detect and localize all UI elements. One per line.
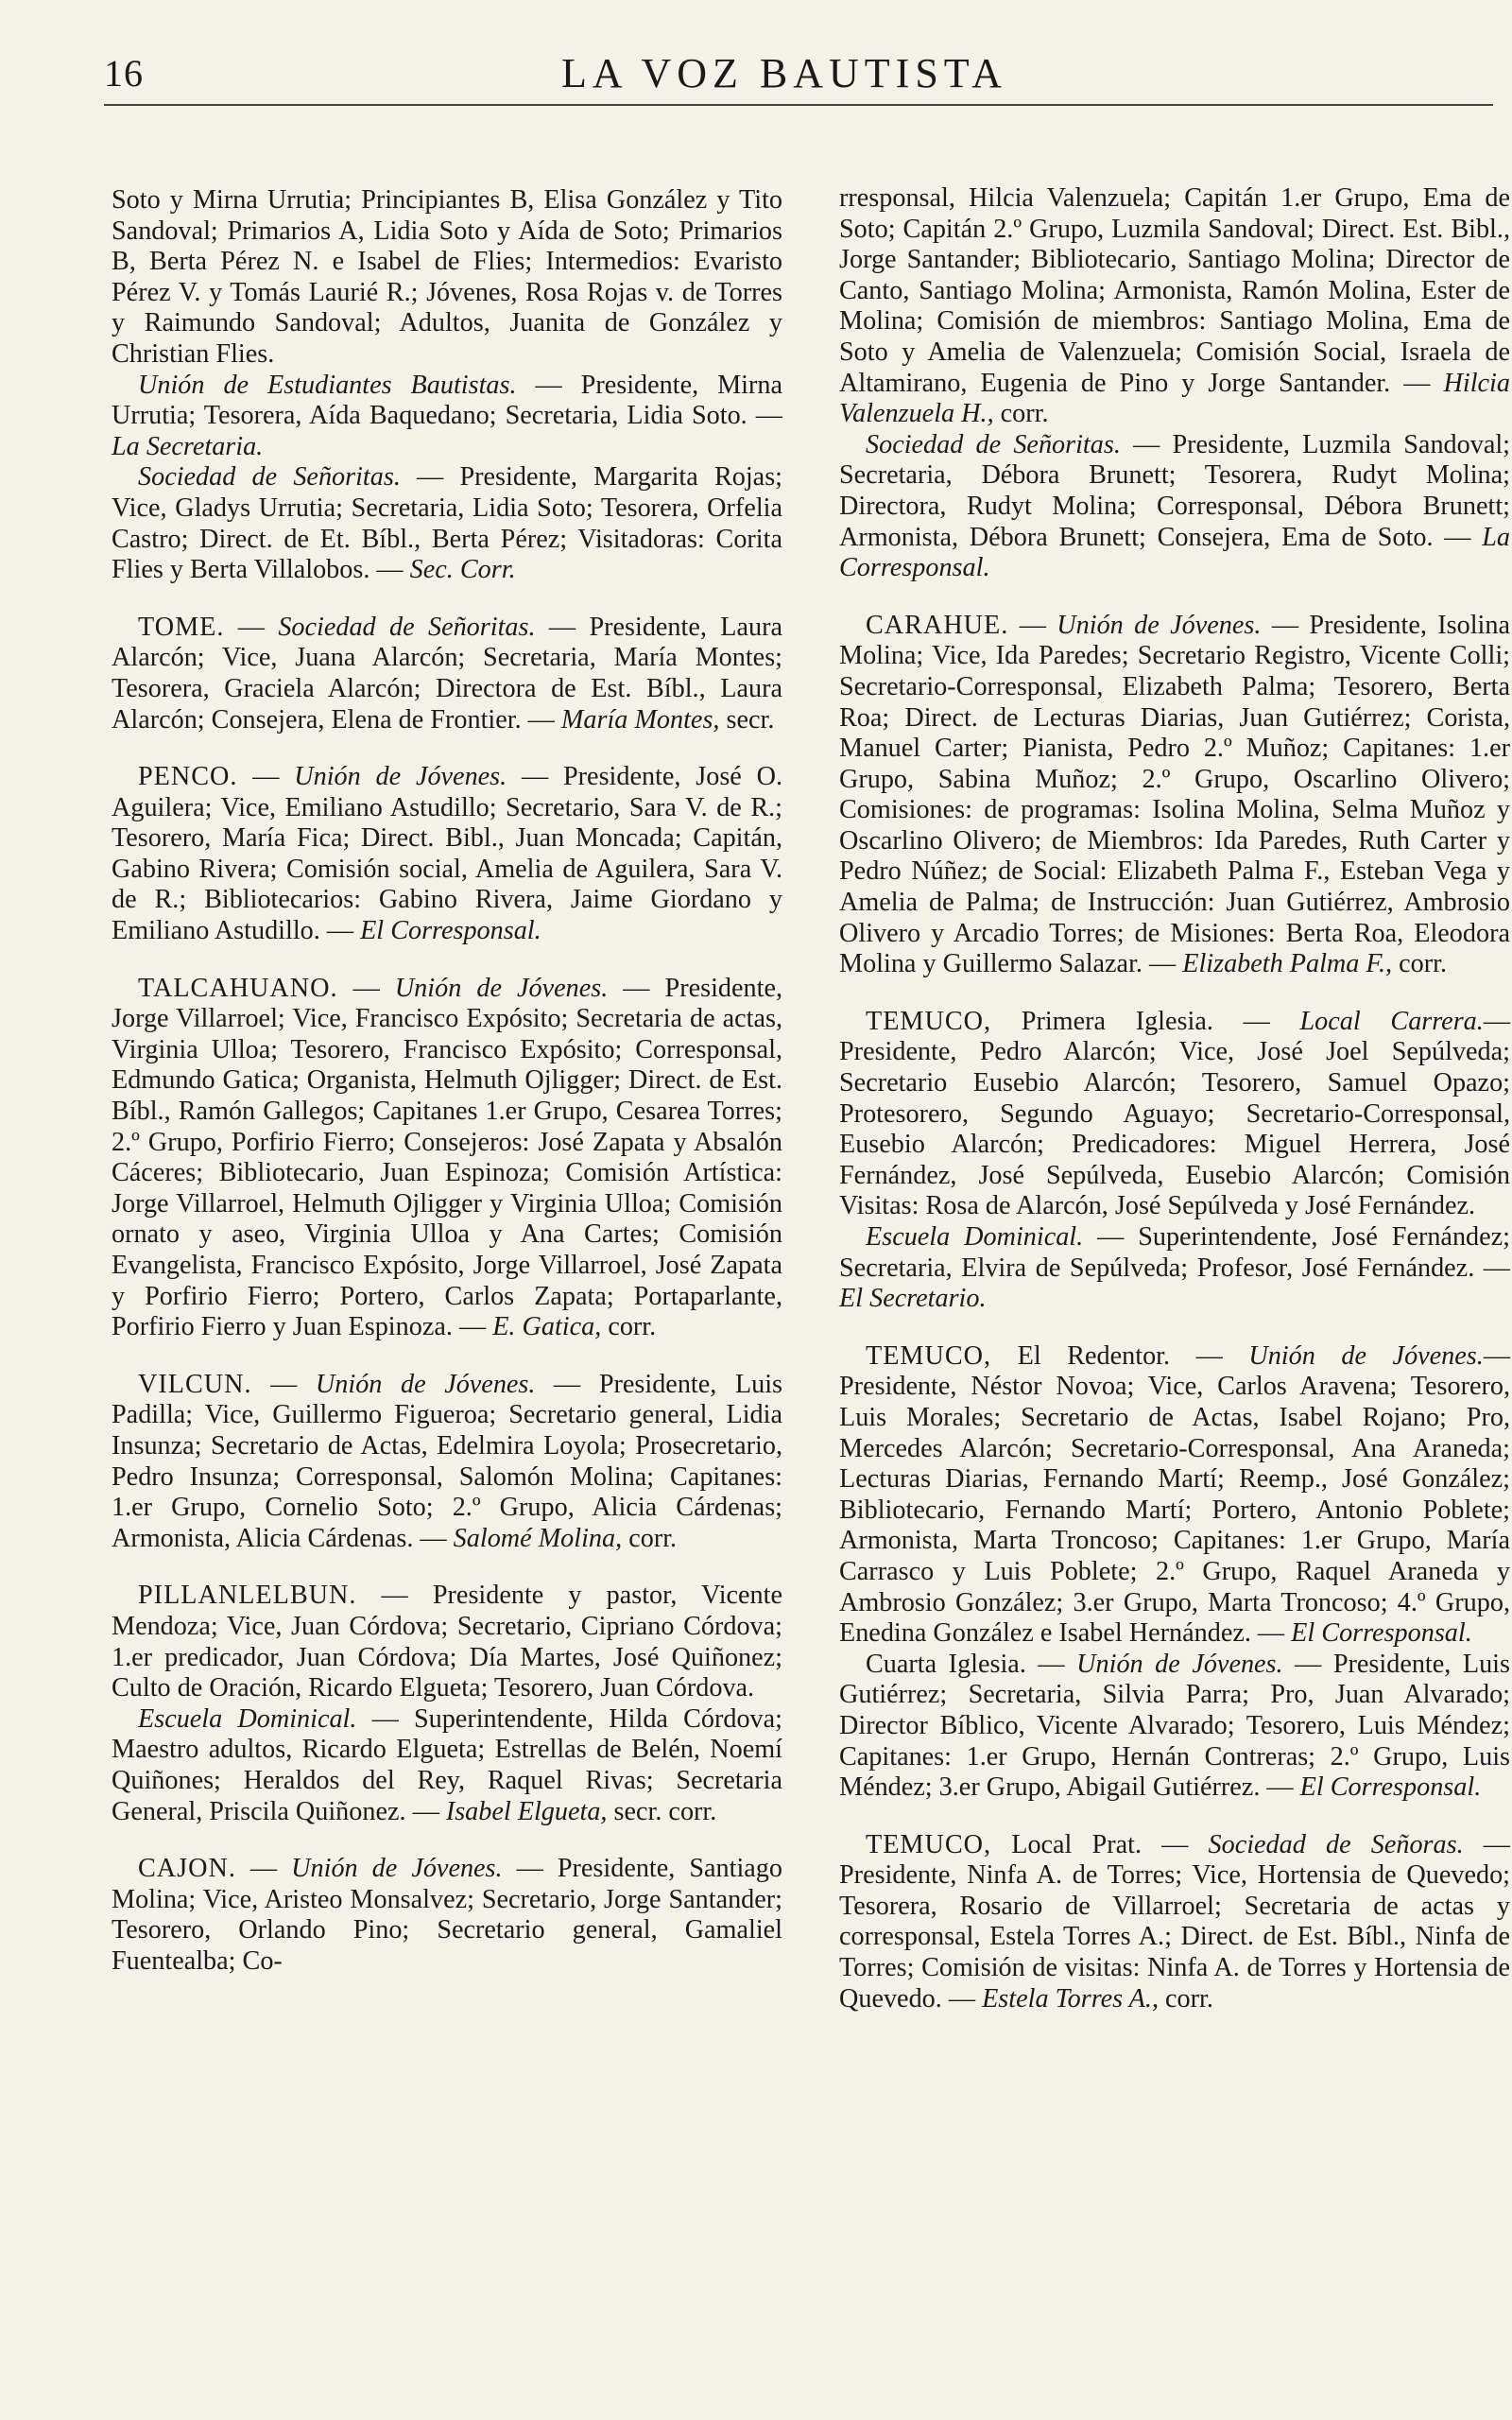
entry-pillanlelbun-escuela: Escuela Dominical. — Superintendente, Hilda Córdova; Maestro adultos, Ricardo Elgueta; Estrellas de Belén, Noemí Quiñones; Heraldos del Rey, Raquel Rivas; Secretaria General, Priscila Quiñonez. — Isabel Elgueta, secr. corr. xyxy=(112,1703,782,1826)
entry-union-estudiantes: Unión de Estudiantes Bautistas. — Presidente, Mirna Urrutia; Tesorera, Aída Baquedano; Secretaria, Lidia Soto. — La Secretaria. xyxy=(112,370,782,461)
entry-temuco-redentor: TEMUCO, El Redentor. — Unión de Jóvenes.— Presidente, Néstor Novoa; Vice, Carlos Aravena; Tesorero, Luis Morales; Secretario de Actas, Isabel Rojano; Pro, Mercedes Alarcón; Secretario-Corresponsal, Ana Araneda; Lecturas Diarias, Fernando Martí; Reemp., José González; Bibliotecario, Fernando Martí; Portero, Antonio Poblete; Armonista, Marta Troncoso; Capitanes: 1.er Grupo, María Carrasco y Luis Poblete; 2.º Grupo, Raquel Araneda y Ambrosio González; 3.er Grupo, Marta Troncoso; 4.º Grupo, Enedina González e Isabel Hernández. — El Corresponsal. xyxy=(839,1340,1510,1649)
entry-carahue: CARAHUE. — Unión de Jóvenes. — Presidente, Isolina Molina; Vice, Ida Paredes; Secretario Registro, Vicente Colli; Secretario-Corresponsal, Elizabeth Palma; Tesorero, Berta Roa; Direct. de Lecturas Diarias, Juan Gutiérrez; Corista, Manuel Carter; Pianista, Pedro 2.º Muñoz; Capitanes: 1.er Grupo, Sabina Muñoz; 2.º Grupo, Oscarlino Olivero; Comisiones: de programas: Isolina Molina, Selma Muñoz y Oscarlino Olivero; de Miembros: Ida Paredes, Ruth Carter y Pedro Núñez; de Social: Elizabeth Palma F., Esteban Vega y Amelia de Palma; de Instrucción: Juan Gutiérrez, Ambrosio Olivero y Arcadio Torres; de Misiones: Berta Roa, Eleodora Molina y Guillermo Salazar. — Elizabeth Palma F., corr. xyxy=(839,610,1510,979)
entry-temuco-primera: TEMUCO, Primera Iglesia. — Local Carrera.— Presidente, Pedro Alarcón; Vice, José Joel Sepúlveda; Secretario Eusebio Alarcón; Tesorero, Samuel Opazo; Protesorero, Segundo Aguayo; Secretario-Corresponsal, Eusebio Alarcón; Predicadores: Miguel Herrera, José Fernández, José Sepúlveda, Eusebio Alarcón; Comisión Visitas: Rosa de Alarcón, José Sepúlveda y José Fernández. xyxy=(839,1006,1510,1221)
page-number: 16 xyxy=(104,52,144,95)
entry-cajon-continued: rresponsal, Hilcia Valenzuela; Capitán 1.er Grupo, Ema de Soto; Capitán 2.º Grupo, Luzmila Sandoval; Direct. Est. Bibl., Jorge Santander; Bibliotecario, Santiago Molina; Director de Canto, Santiago Molina; Armonista, Ramón Molina, Ester de Molina; Comisión de miembros: Santiago Molina, Ema de Soto y Amelia de Valenzuela; Comisión Social, Israela de Altamirano, Eugenia de Pino y Jorge Santander. — Hilcia Valenzuela H., corr. xyxy=(839,183,1510,429)
header-rule xyxy=(104,104,1493,106)
left-column xyxy=(112,185,782,2003)
entry-pillanlelbun: PILLANLELBUN. — Presidente y pastor, Vicente Mendoza; Vice, Juan Córdova; Secretario, Cipriano Córdova; 1.er predicador, Juan Córdova; Día Martes, José Quiñonez; Culto de Oración, Ricardo Elgueta; Tesorero, Juan Córdova. xyxy=(112,1581,782,1703)
entry-temuco-primera-escuela: Escuela Dominical. — Superintendente, José Fernández; Secretaria, Elvira de Sepúlveda; Profesor, José Fernández. — El Secretario. xyxy=(839,1222,1510,1314)
entry-cajon-senoritas: Sociedad de Señoritas. — Presidente, Luzmila Sandoval; Secretaria, Débora Brunett; Tesorera, Rudyt Molina; Directora, Rudyt Molina; Corresponsal, Débora Brunett; Armonista, Débora Brunett; Consejera, Ema de Soto. — La Corresponsal. xyxy=(839,429,1510,583)
entry-temuco-cuarta: Cuarta Iglesia. — Unión de Jóvenes. — Presidente, Luis Gutiérrez; Secretaria, Silvia Parra; Pro, Juan Alvarado; Director Bíblico, Vicente Alvarado; Tesorero, Luis Méndez; Capitanes: 1.er Grupo, Hernán Contreras; 2.º Grupo, Luis Méndez; 3.er Grupo, Abigail Gutiérrez. — El Corresponsal. xyxy=(839,1649,1510,1803)
entry-continued: Soto y Mirna Urrutia; Principiantes B, Elisa González y Tito Sandoval; Primarios A, Lidia Soto y Aída de Soto; Primarios B, Berta Pérez N. e Isabel de Flies; Intermedios: Evaristo Pérez V. y Tomás Laurié R.; Jóvenes, Rosa Rojas v. de Torres y Raimundo Sandoval; Adultos, Juanita de González y Christian Flies. xyxy=(112,185,782,369)
entry-temuco-prat: TEMUCO, Local Prat. — Sociedad de Señoras. — Presidente, Ninfa A. de Torres; Vice, Hortensia de Quevedo; Tesorera, Rosario de Villarroel; Secretaria de actas y corresponsal, Estela Torres A.; Direct. de Est. Bíbl., Ninfa de Torres; Comisión de visitas: Ninfa A. de Torres y Hortensia de Quevedo. — Estela Torres A., corr. xyxy=(839,1829,1510,2014)
right-column xyxy=(839,183,1510,2041)
entry-cajon: CAJON. — Unión de Jóvenes. — Presidente, Santiago Molina; Vice, Aristeo Monsalvez; Secretario, Jorge Santander; Tesorero, Orlando Pino; Secretario general, Gamaliel Fuentealba; Co- xyxy=(112,1854,782,1976)
entry-penco: PENCO. — Unión de Jóvenes. — Presidente, José O. Aguilera; Vice, Emiliano Astudillo; Secretario, Sara V. de R.; Tesorero, María Fica; Direct. Bibl., Juan Moncada; Capitán, Gabino Rivera; Comisión social, Amelia de Aguilera, Sara V. de R.; Bibliotecarios: Gabino Rivera, Jaime Giordano y Emiliano Astudillo. — El Corresponsal. xyxy=(112,762,783,946)
entry-vilcun: VILCUN. — Unión de Jóvenes. — Presidente, Luis Padilla; Vice, Guillermo Figueroa; Secretario general, Lidia Insunza; Secretario de Actas, Edelmira Loyola; Prosecretario, Pedro Insunza; Corresponsal, Salomón Molina; Capitanes: 1.er Grupo, Cornelio Soto; 2.º Grupo, Alicia Cárdenas; Armonista, Alicia Cárdenas. — Salomé Molina, corr. xyxy=(112,1369,783,1553)
entry-talcahuano: TALCAHUANO. — Unión de Jóvenes. — Presidente, Jorge Villarroel; Vice, Francisco Expósito; Secretaria de actas, Virginia Ulloa; Tesorero, Francisco Expósito; Corresponsal, Edmundo Gatica; Organista, Helmuth Ojligger; Direct. de Est. Bíbl., Ramón Gallegos; Capitanes 1.er Grupo, Cesarea Torres; 2.º Grupo, Porfirio Fierro; Consejeros: José Zapata y Absalón Cáceres; Bibliotecario, Juan Espinoza; Comisión Artística: Jorge Villarroel, Helmuth Ojligger y Virginia Ulloa; Comisión ornato y aseo, Virginia Ulloa y Ana Cartes; Comisión Evangelista, Francisco Expósito, Jorge Villarroel, José Zapata y Porfirio Fierro; Portero, Carlos Zapata; Portaparlante, Porfirio Fierro y Juan Espinoza. — E. Gatica, corr. xyxy=(112,973,782,1342)
page-header xyxy=(104,38,1465,113)
entry-tome: TOME. — Sociedad de Señoritas. — Presidente, Laura Alarcón; Vice, Juana Alarcón; Secretaria, María Montes; Tesorera, Graciela Alarcón; Directora de Est. Bíbl., Laura Alarcón; Consejera, Elena de Frontier. — María Montes, secr. xyxy=(112,612,783,735)
entry-sociedad-senoritas: Sociedad de Señoritas. — Presidente, Margarita Rojas; Vice, Gladys Urrutia; Secretaria, Lidia Soto; Tesorera, Orfelia Castro; Direct. de Et. Bíbl., Berta Pérez; Visitadoras: Corita Flies y Berta Villalobos. — Sec. Corr. xyxy=(112,462,782,585)
running-title: LA VOZ BAUTISTA xyxy=(561,50,1007,96)
